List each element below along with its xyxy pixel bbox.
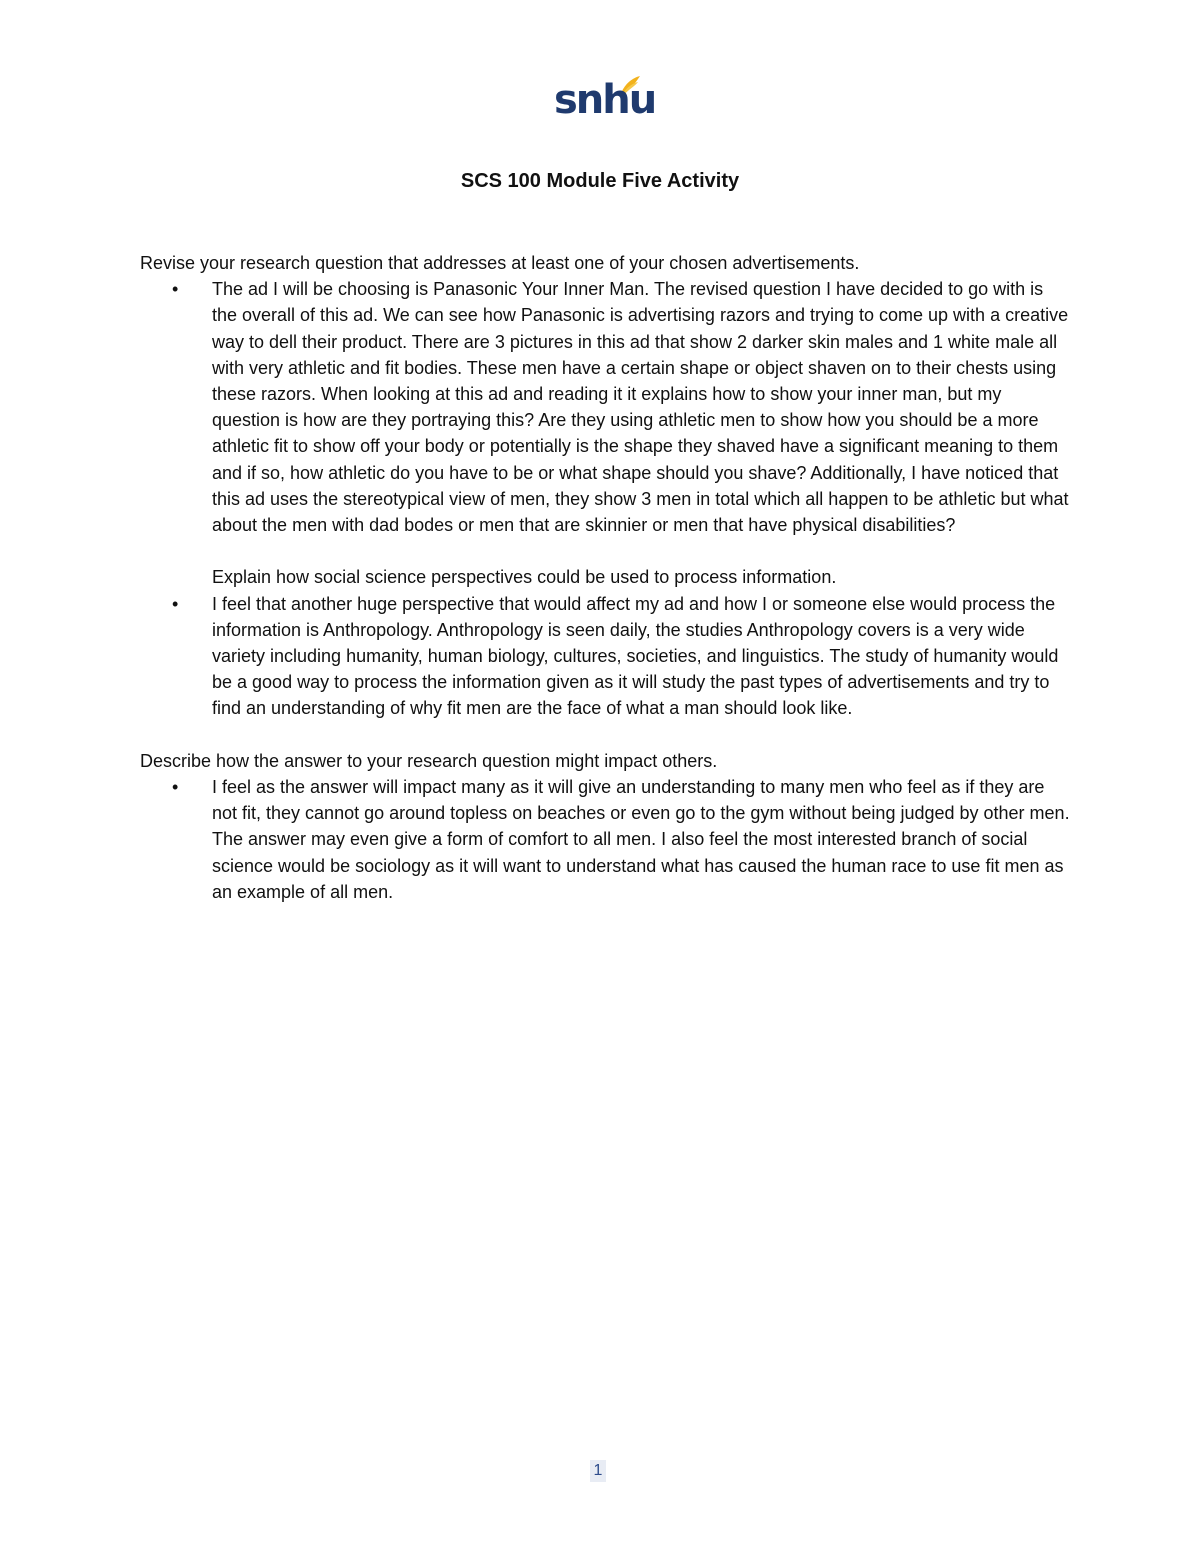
answer-text-3: I feel as the answer will impact many as it will give an understanding to many men who feel as if they are not fit, they cannot go around topless on beaches or even go to the gym without being judged by other men. The answer may even give a form of comfort to all men. I also feel the most interested branch of social science would be sociology as it will want to understand what has caused the human race to use fit men as an example of all men. xyxy=(212,777,1070,902)
question-prompt-3: Describe how the answer to your research question might impact others. xyxy=(140,750,718,771)
answer-item-1 xyxy=(140,276,1070,538)
bullet-icon: • xyxy=(172,279,179,300)
answer-text-2: I feel that another huge perspective that would affect my ad and how I or someone else would process the information is Anthropology. Anthropology is seen daily, the studies Anthropology covers is a very wide variety including humanity, human biology, cultures, societies, and linguistics. The study of humanity would be a good way to process the information given as it will study the past types of advertisements and try to find an understanding of why fit men are the face of what a man should look like. xyxy=(212,593,1059,719)
document-body xyxy=(140,250,1070,905)
question-prompt-2: Explain how social science perspectives could be used to process information. xyxy=(212,567,837,588)
answer-item-3 xyxy=(140,774,1070,905)
question-prompt-1: Revise your research question that addresses at least one of your chosen advertisements. xyxy=(140,253,860,273)
answer-text-1: The ad I will be choosing is Panasonic Your Inner Man. The revised question I have decided to go with is the overall of this ad. We can see how Panasonic is advertising razors and trying to come up with a creative way to dell their product. There are 3 pictures in this ad that show 2 darker skin males and 1 white male all with very athletic and fit bodies. These men have a certain shape or object shaven on to their chests using these razors. When looking at this ad and reading it it explains how to show your inner man, but my question is how are they portraying this? Are they using athletic men to show how you should be a more athletic fit to show off your body or potentially is the shape they shaved have a significant meaning to them and if so, how athletic do you have to be or what shape should you shave? Additionally, I have noticed that this ad uses the stereotypical view of men, they show 3 men in total which all happen to be athletic but what about the men with dad bodes or men that are skinnier or men that have physical disabilities? xyxy=(212,279,1069,536)
page-title: SCS 100 Module Five Activity xyxy=(460,170,740,192)
logo-wordmark: snhu xyxy=(554,77,656,123)
page-number: 1 xyxy=(590,1460,606,1482)
snhu-logo xyxy=(554,74,656,134)
bullet-icon: • xyxy=(172,593,179,614)
answer-item-2 xyxy=(140,591,1070,722)
bullet-icon: • xyxy=(172,777,179,798)
